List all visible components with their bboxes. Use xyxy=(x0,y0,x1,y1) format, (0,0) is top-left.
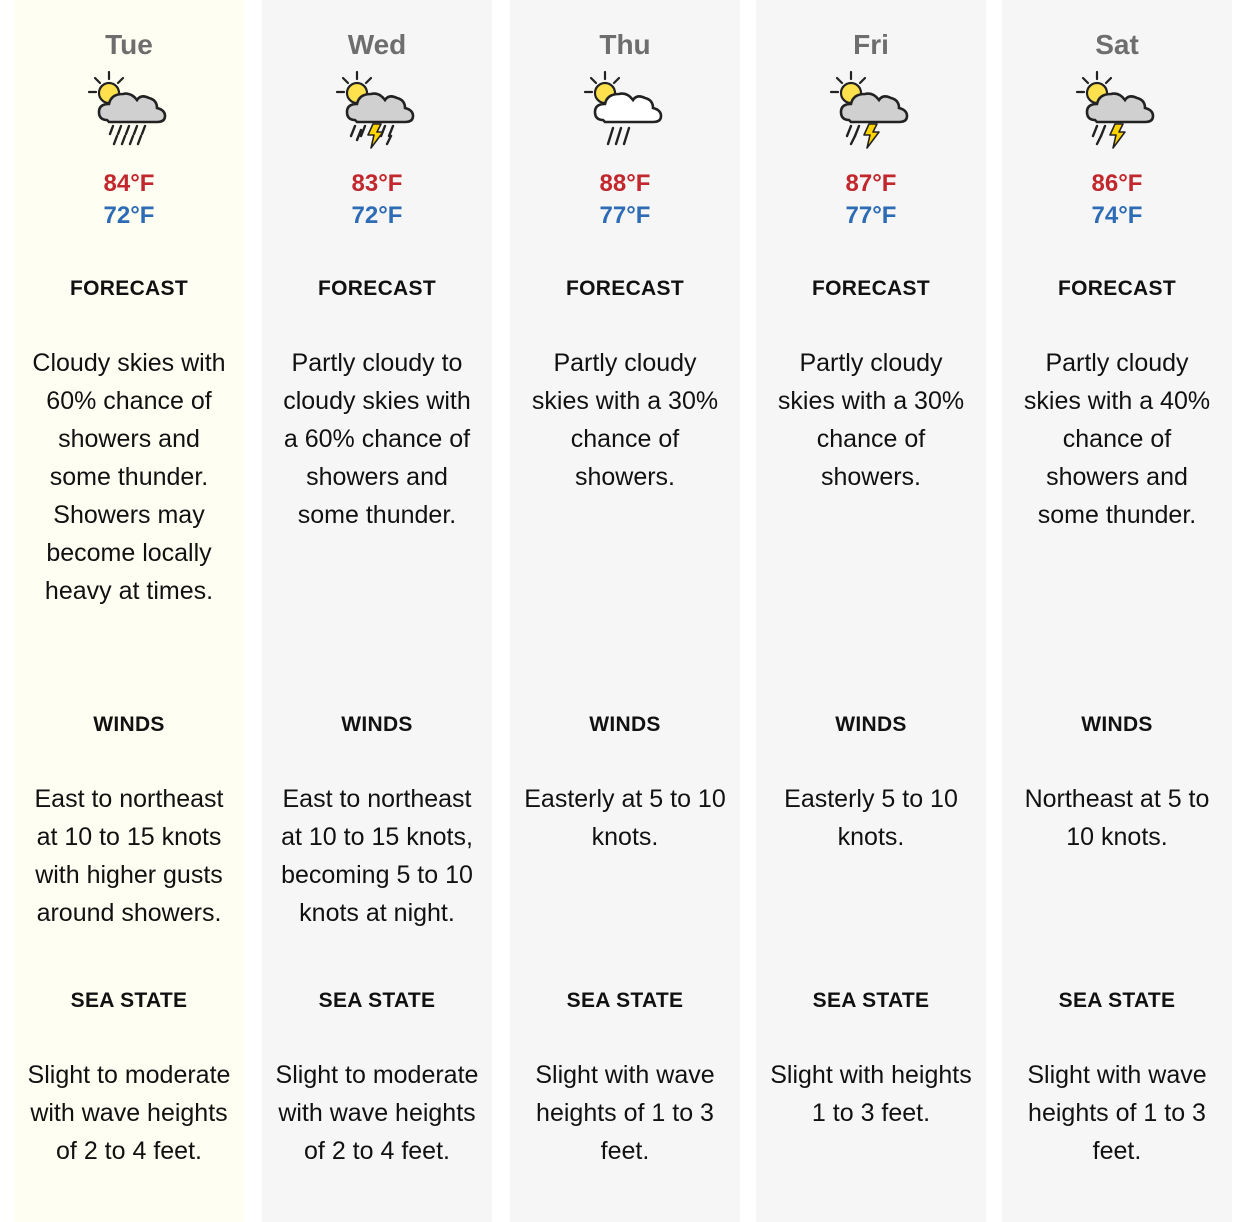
high-temperature: 83°F xyxy=(351,170,403,197)
low-temperature: 74°F xyxy=(1091,202,1143,229)
sea-state-heading: SEA STATE xyxy=(812,989,930,1012)
sea-state-text: Slight to moderate with wave heights of 2 to 4 feet. xyxy=(27,1061,231,1165)
forecast-text: Partly cloudy skies with a 30% chance of showers. xyxy=(777,349,965,491)
cloudy-showers-icon xyxy=(87,68,171,152)
winds-text: Easterly at 5 to 10 knots. xyxy=(524,785,726,851)
winds-heading: WINDS xyxy=(93,713,165,736)
winds-text: East to northeast at 10 to 15 knots, becoming 5 to 10 knots at night. xyxy=(281,785,473,927)
forecast-heading: FORECAST xyxy=(566,277,684,300)
thunder-showers-icon xyxy=(335,68,419,152)
high-temperature: 84°F xyxy=(103,170,155,197)
winds-heading: WINDS xyxy=(341,713,413,736)
sea-state-text: Slight with wave heights of 1 to 3 feet. xyxy=(535,1061,715,1165)
day-name: Fri xyxy=(853,29,889,60)
winds-text: East to northeast at 10 to 15 knots with higher gusts around showers. xyxy=(34,785,224,927)
day-column-wed xyxy=(262,0,492,1222)
winds-heading: WINDS xyxy=(1081,713,1153,736)
high-temperature: 88°F xyxy=(599,170,651,197)
forecast-text: Partly cloudy skies with a 40% chance of showers and some thunder. xyxy=(1023,349,1211,529)
forecast-heading: FORECAST xyxy=(70,277,188,300)
winds-text: Easterly 5 to 10 knots. xyxy=(784,785,958,851)
sea-state-heading: SEA STATE xyxy=(318,989,436,1012)
forecast-heading: FORECAST xyxy=(812,277,930,300)
winds-heading: WINDS xyxy=(589,713,661,736)
day-name: Sat xyxy=(1095,29,1139,60)
isolated-thunder-icon xyxy=(1075,68,1159,152)
day-name: Tue xyxy=(105,29,153,60)
high-temperature: 86°F xyxy=(1091,170,1143,197)
sea-state-text: Slight with heights 1 to 3 feet. xyxy=(770,1061,972,1127)
forecast-text: Partly cloudy to cloudy skies with a 60% chance of showers and some thunder. xyxy=(283,349,471,529)
forecast-text: Cloudy skies with 60% chance of showers and some thunder. Showers may become locally heavy at times. xyxy=(32,349,226,605)
sea-state-heading: SEA STATE xyxy=(1058,989,1176,1012)
forecast-heading: FORECAST xyxy=(1058,277,1176,300)
high-temperature: 87°F xyxy=(845,170,897,197)
sea-state-text: Slight with wave heights of 1 to 3 feet. xyxy=(1027,1061,1207,1165)
low-temperature: 77°F xyxy=(845,202,897,229)
winds-heading: WINDS xyxy=(835,713,907,736)
low-temperature: 77°F xyxy=(599,202,651,229)
day-column-sat xyxy=(1002,0,1232,1222)
isolated-thunder-icon xyxy=(829,68,913,152)
sea-state-text: Slight to moderate with wave heights of 2 to 4 feet. xyxy=(275,1061,479,1165)
low-temperature: 72°F xyxy=(103,202,155,229)
forecast-text: Partly cloudy skies with a 30% chance of showers. xyxy=(531,349,719,491)
day-name: Thu xyxy=(599,29,651,60)
day-column-fri xyxy=(756,0,986,1222)
sea-state-heading: SEA STATE xyxy=(70,989,188,1012)
day-name: Wed xyxy=(347,29,407,60)
forecast-heading: FORECAST xyxy=(318,277,436,300)
day-column-tue xyxy=(14,0,244,1222)
day-column-thu xyxy=(510,0,740,1222)
low-temperature: 72°F xyxy=(351,202,403,229)
winds-text: Northeast at 5 to 10 knots. xyxy=(1024,785,1210,851)
partly-cloudy-showers-icon xyxy=(583,68,667,152)
sea-state-heading: SEA STATE xyxy=(566,989,684,1012)
